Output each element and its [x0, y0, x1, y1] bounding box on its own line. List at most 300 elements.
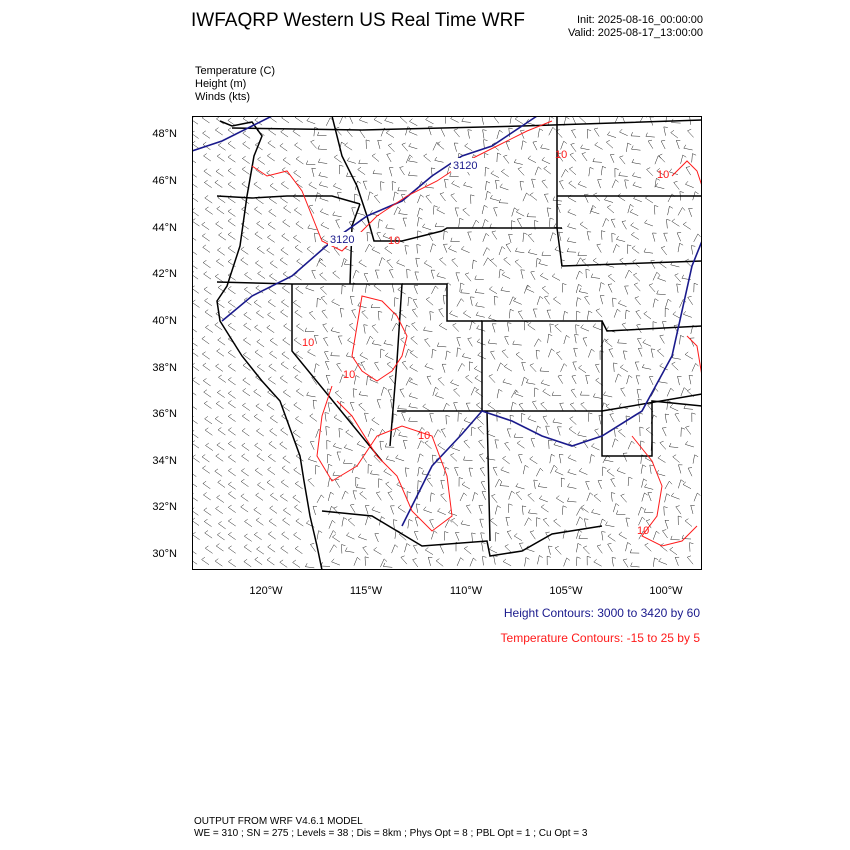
- wind-barb: [350, 402, 354, 411]
- wind-barb: [583, 338, 587, 347]
- wind-barb: [455, 208, 459, 217]
- wind-barb: [612, 233, 616, 242]
- wind-barb: [257, 246, 264, 254]
- wind-barb: [307, 118, 315, 124]
- wind-barb: [309, 311, 315, 319]
- wind-barb: [365, 413, 369, 422]
- wind-barb: [411, 336, 418, 344]
- wind-barb: [267, 403, 274, 411]
- wind-barb: [293, 194, 300, 202]
- wind-barb: [244, 323, 251, 331]
- temp-label-10-a: 10: [388, 235, 401, 247]
- wind-barb: [398, 405, 407, 409]
- wind-barb: [585, 296, 590, 305]
- wind-barb: [228, 323, 235, 331]
- wind-barb: [438, 378, 444, 386]
- wind-barb: [452, 445, 460, 451]
- wind-barb: [426, 297, 433, 305]
- wind-barb: [634, 283, 640, 291]
- wind-barb: [594, 128, 599, 137]
- wind-barb: [564, 558, 570, 567]
- wind-barb: [268, 454, 275, 462]
- wind-barb: [562, 283, 566, 292]
- wind-barb: [316, 465, 320, 474]
- wind-barb: [256, 518, 263, 526]
- wind-barb: [244, 312, 251, 320]
- wind-barb: [203, 481, 210, 489]
- wind-barb: [471, 427, 476, 436]
- wind-barb: [228, 468, 235, 476]
- wind-barb: [375, 533, 379, 542]
- wind-barb: [590, 455, 595, 464]
- wind-barb: [245, 272, 252, 280]
- wind-barb: [228, 168, 235, 176]
- wind-barb: [542, 286, 549, 294]
- wind-barb: [462, 118, 471, 123]
- wind-barb: [281, 546, 288, 554]
- wind-barb: [597, 244, 602, 253]
- wind-barb: [257, 482, 264, 490]
- wind-barb: [533, 309, 537, 318]
- wind-barb: [396, 455, 405, 461]
- wind-barb: [499, 247, 505, 256]
- wind-barb: [505, 545, 512, 553]
- wind-barb: [465, 273, 471, 281]
- wind-barb: [586, 481, 590, 490]
- wind-barb: [254, 507, 261, 515]
- wind-barb: [268, 299, 275, 307]
- wind-barb: [619, 172, 628, 177]
- wind-barb: [353, 270, 359, 278]
- wind-barb: [435, 223, 444, 227]
- wind-barb: [460, 493, 467, 501]
- wind-barb: [597, 545, 602, 554]
- wind-barb: [543, 389, 551, 396]
- wind-barb: [417, 208, 423, 217]
- wind-barb: [457, 348, 461, 357]
- wind-barb: [268, 222, 275, 230]
- wind-barb: [321, 296, 327, 304]
- lon-label-100: 100°W: [649, 585, 683, 597]
- wind-barb: [568, 483, 577, 488]
- wind-barb: [691, 505, 695, 514]
- wind-barb: [280, 442, 287, 450]
- wind-barb: [593, 158, 602, 162]
- wind-barb: [604, 197, 613, 203]
- model-footer: OUTPUT FROM WRF V4.6.1 MODEL: [194, 816, 363, 827]
- wind-barb: [364, 325, 368, 334]
- wind-barb: [581, 505, 588, 513]
- wind-barb: [573, 362, 577, 371]
- wind-barb: [388, 144, 394, 152]
- wind-barb: [672, 219, 680, 226]
- canada-border: [232, 120, 702, 130]
- wind-barb: [685, 441, 694, 447]
- wind-barb: [295, 481, 302, 489]
- wind-barb: [558, 375, 563, 384]
- lat-label-48: 48°N: [152, 128, 177, 140]
- wind-barb: [537, 556, 542, 565]
- wind-barb: [581, 145, 590, 150]
- model-config-footer: WE = 310 ; SN = 275 ; Levels = 38 ; Dis = 8km ; Phys Opt = 8 ; PBL Opt = 1 ; Cu Opt = 3: [194, 828, 588, 839]
- wind-barb: [367, 376, 371, 385]
- wind-barb: [685, 352, 693, 359]
- wind-barb: [317, 258, 323, 266]
- wind-barb: [653, 233, 657, 242]
- wind-barb: [318, 159, 327, 164]
- wind-barb: [343, 460, 352, 464]
- wind-barb: [528, 509, 537, 514]
- wind-barb: [613, 504, 619, 513]
- wind-barb: [617, 468, 625, 474]
- wind-barb: [570, 403, 576, 411]
- wind-barb: [525, 518, 532, 526]
- lon-label-120: 120°W: [249, 585, 283, 597]
- wind-barb: [625, 310, 630, 319]
- wind-barb: [293, 300, 300, 308]
- wind-barb: [497, 363, 504, 371]
- wind-barb: [293, 235, 300, 243]
- wind-barb: [552, 274, 560, 281]
- wind-barb: [559, 181, 563, 190]
- wind-barb: [503, 456, 510, 464]
- wind-barb: [678, 208, 685, 216]
- wind-barb: [228, 141, 235, 149]
- wind-barb: [441, 480, 445, 489]
- wind-barb: [476, 312, 485, 318]
- wind-barb: [192, 141, 199, 149]
- wind-barb: [430, 312, 434, 321]
- wind-barb: [583, 546, 589, 554]
- wind-barb: [451, 380, 459, 386]
- wind-barb: [228, 364, 235, 372]
- wind-barb: [358, 167, 365, 175]
- wind-barb: [626, 143, 631, 152]
- wind-barb: [661, 140, 665, 149]
- wind-barb: [407, 492, 411, 501]
- wind-barb: [532, 401, 537, 410]
- wind-barb: [317, 495, 324, 503]
- wind-barb: [614, 428, 618, 437]
- wind-barb: [536, 350, 540, 359]
- wind-barb: [241, 479, 248, 487]
- wind-barb: [550, 465, 557, 473]
- wind-barb: [672, 362, 679, 370]
- wind-barb: [680, 335, 685, 344]
- wind-barb: [567, 248, 576, 252]
- wind-barb: [349, 323, 355, 331]
- wind-barb: [632, 146, 641, 151]
- wind-barb: [392, 182, 396, 191]
- wind-barb: [446, 351, 451, 360]
- wind-barb: [409, 157, 418, 162]
- wind-barb: [614, 363, 618, 372]
- wind-barb: [217, 533, 224, 541]
- temperature-contour-note: Temperature Contours: -15 to 25 by 5: [500, 631, 700, 645]
- wind-barb: [632, 246, 639, 254]
- wind-barb: [281, 300, 288, 308]
- wind-barb: [501, 287, 510, 292]
- wind-barb: [216, 222, 223, 230]
- wind-barb: [497, 389, 502, 398]
- wind-barb: [644, 509, 653, 513]
- wind-barb: [215, 416, 222, 424]
- wind-barb: [258, 271, 265, 279]
- lon-label-110: 110°W: [449, 585, 483, 597]
- wind-barb: [632, 159, 641, 164]
- wind-barb: [244, 559, 251, 567]
- wind-barb: [568, 455, 576, 462]
- wind-barb: [640, 427, 644, 436]
- wind-barb: [254, 414, 261, 422]
- wind-barb: [494, 556, 498, 565]
- wind-barb: [192, 286, 199, 294]
- wind-barb: [373, 170, 382, 174]
- wind-barb: [255, 557, 262, 565]
- wind-barb: [681, 428, 685, 437]
- wind-barb: [632, 173, 641, 179]
- wind-barb: [202, 336, 209, 344]
- wind-barb: [228, 414, 235, 422]
- wind-barb: [405, 544, 411, 553]
- wind-barb: [457, 299, 464, 307]
- wind-barb: [418, 467, 423, 476]
- temp-label-10-f: 10: [657, 169, 670, 181]
- wind-barb: [618, 194, 626, 201]
- wind-barb: [683, 222, 691, 229]
- wind-barb: [595, 142, 603, 149]
- wind-barb: [540, 273, 548, 280]
- wind-barb: [481, 533, 485, 542]
- wind-barb: [543, 416, 548, 425]
- wind-barb: [549, 440, 553, 449]
- wind-barb: [366, 140, 370, 149]
- wind-barb: [457, 338, 461, 347]
- wind-barb: [258, 157, 265, 165]
- wind-barb: [496, 180, 500, 189]
- wind-barb: [297, 259, 304, 267]
- wind-barb: [283, 518, 290, 526]
- wind-barb: [514, 533, 522, 540]
- wind-barb: [452, 259, 458, 267]
- wind-barb: [438, 443, 446, 451]
- wind-barb: [534, 388, 538, 397]
- wind-barb: [372, 247, 380, 254]
- wind-barb: [283, 338, 290, 346]
- wind-barb: [504, 257, 511, 265]
- oregon-california-border: [217, 282, 350, 284]
- wind-barb: [295, 245, 302, 253]
- height-label-3120-b: 3120: [330, 234, 355, 246]
- wind-barb: [202, 466, 209, 474]
- wind-barb: [374, 547, 382, 554]
- wind-barb: [537, 296, 543, 305]
- wind-barb: [489, 315, 498, 321]
- wind-barb: [342, 258, 348, 267]
- wind-barb: [516, 483, 525, 489]
- wind-barb: [243, 338, 250, 346]
- wind-barb: [482, 116, 486, 125]
- wind-barb: [579, 288, 588, 293]
- wind-barb: [344, 445, 353, 451]
- wind-barb: [283, 158, 290, 166]
- wind-barb: [424, 507, 432, 513]
- wind-barb: [438, 508, 446, 515]
- chart-title: IWFAQRP Western US Real Time WRF: [191, 10, 525, 31]
- wind-barb: [472, 220, 479, 228]
- temp-label-10-c: 10: [418, 430, 431, 442]
- wind-barb: [483, 248, 490, 256]
- wind-barb: [589, 167, 594, 176]
- wind-barb: [530, 456, 538, 463]
- wind-barb: [642, 493, 648, 502]
- wind-barb: [318, 145, 327, 149]
- wind-barb: [486, 191, 491, 200]
- wind-barb: [379, 258, 385, 267]
- wind-barb: [254, 532, 261, 540]
- wind-barb: [653, 299, 658, 308]
- wind-barb: [313, 400, 317, 409]
- wind-barb: [381, 182, 385, 191]
- variable-winds: Winds (kts): [195, 91, 250, 103]
- wind-barb: [694, 283, 698, 292]
- wind-barb: [435, 392, 444, 398]
- wind-barb: [582, 153, 587, 162]
- wind-barb: [461, 289, 470, 293]
- wind-barb: [317, 298, 321, 307]
- wind-barb: [374, 117, 382, 124]
- wind-barb: [267, 557, 274, 565]
- wind-barb: [497, 153, 501, 162]
- wind-barb: [280, 494, 287, 502]
- wind-barb: [296, 519, 303, 527]
- wind-barb: [305, 328, 314, 332]
- wind-barb: [528, 234, 534, 242]
- wind-barb: [204, 180, 211, 188]
- wind-barb: [638, 348, 642, 357]
- wind-barb: [410, 364, 418, 371]
- wind-barb: [522, 506, 526, 515]
- wind-barb: [413, 559, 418, 568]
- lat-label-46: 46°N: [152, 175, 177, 187]
- wind-barb: [611, 493, 615, 502]
- wind-barb: [349, 116, 353, 124]
- wind-barb: [677, 233, 681, 242]
- wind-barb: [372, 340, 381, 345]
- wind-barb: [542, 180, 548, 188]
- wind-barb: [340, 116, 347, 124]
- wind-barb: [633, 273, 640, 281]
- wind-barb: [405, 246, 409, 255]
- wind-barb: [595, 429, 601, 437]
- wind-barb: [553, 419, 562, 424]
- wind-barb: [536, 258, 541, 267]
- wind-barb: [444, 244, 448, 253]
- wind-barb: [296, 324, 303, 332]
- wind-barb: [417, 231, 421, 240]
- wind-barb: [432, 349, 437, 358]
- wind-barb: [587, 232, 591, 241]
- wind-barb: [516, 352, 523, 360]
- wind-barb: [217, 390, 224, 398]
- wind-barb: [553, 297, 560, 305]
- wind-barb: [482, 543, 486, 552]
- wind-barb: [375, 362, 380, 371]
- wind-barb: [579, 468, 587, 475]
- wind-barb: [334, 507, 340, 515]
- wind-barb: [325, 413, 329, 422]
- wind-barb: [488, 339, 497, 344]
- wind-barb: [216, 506, 223, 514]
- wind-barb: [204, 508, 211, 516]
- wind-barb: [313, 506, 317, 515]
- wind-barb: [409, 403, 418, 408]
- wind-barb: [443, 403, 450, 411]
- wind-barb: [270, 261, 277, 269]
- wind-barb: [455, 532, 459, 541]
- wind-barb: [385, 353, 393, 360]
- wind-barb: [387, 154, 392, 163]
- wind-barb: [548, 334, 553, 343]
- wind-barb: [228, 350, 235, 358]
- wind-barb: [468, 130, 472, 139]
- wind-barb: [362, 311, 368, 319]
- wind-barb: [610, 414, 614, 423]
- wind-barb: [478, 426, 484, 434]
- wind-barb: [218, 428, 225, 436]
- wind-barb: [556, 496, 564, 503]
- wind-barb: [516, 492, 522, 500]
- wind-barb: [559, 454, 563, 463]
- wind-barb: [358, 302, 367, 307]
- wind-barb: [219, 233, 226, 241]
- wind-barb: [683, 311, 692, 317]
- wind-barb: [668, 194, 675, 202]
- wind-barb: [386, 130, 394, 137]
- wind-barb: [678, 516, 682, 525]
- wind-barb: [611, 478, 616, 487]
- wind-barb: [283, 508, 290, 516]
- wind-barb: [431, 286, 438, 294]
- wind-barb: [294, 338, 301, 346]
- wind-barb: [203, 260, 210, 268]
- wind-barb: [391, 506, 395, 515]
- wind-barb: [294, 468, 301, 476]
- wind-barb: [620, 258, 627, 266]
- wind-barb: [384, 340, 393, 345]
- wind-barb: [192, 219, 199, 227]
- wind-barb: [599, 283, 604, 292]
- wind-barb: [380, 441, 384, 450]
- wind-barb: [320, 209, 328, 216]
- temp-contour-10-south: [317, 386, 452, 531]
- wind-barb: [636, 310, 641, 319]
- wind-barb: [450, 453, 457, 461]
- wind-barb: [533, 142, 537, 151]
- wind-barb: [618, 300, 626, 306]
- wind-barb: [324, 338, 329, 347]
- wind-barb: [555, 324, 562, 332]
- wind-barb: [594, 193, 600, 201]
- wind-barb: [482, 205, 488, 214]
- wind-barb: [359, 403, 366, 411]
- wind-barb: [416, 258, 420, 267]
- wind-barb: [350, 504, 355, 513]
- wind-barb: [268, 141, 275, 149]
- wind-barb: [348, 518, 355, 526]
- wind-barb: [474, 366, 482, 373]
- wind-barb: [520, 181, 524, 190]
